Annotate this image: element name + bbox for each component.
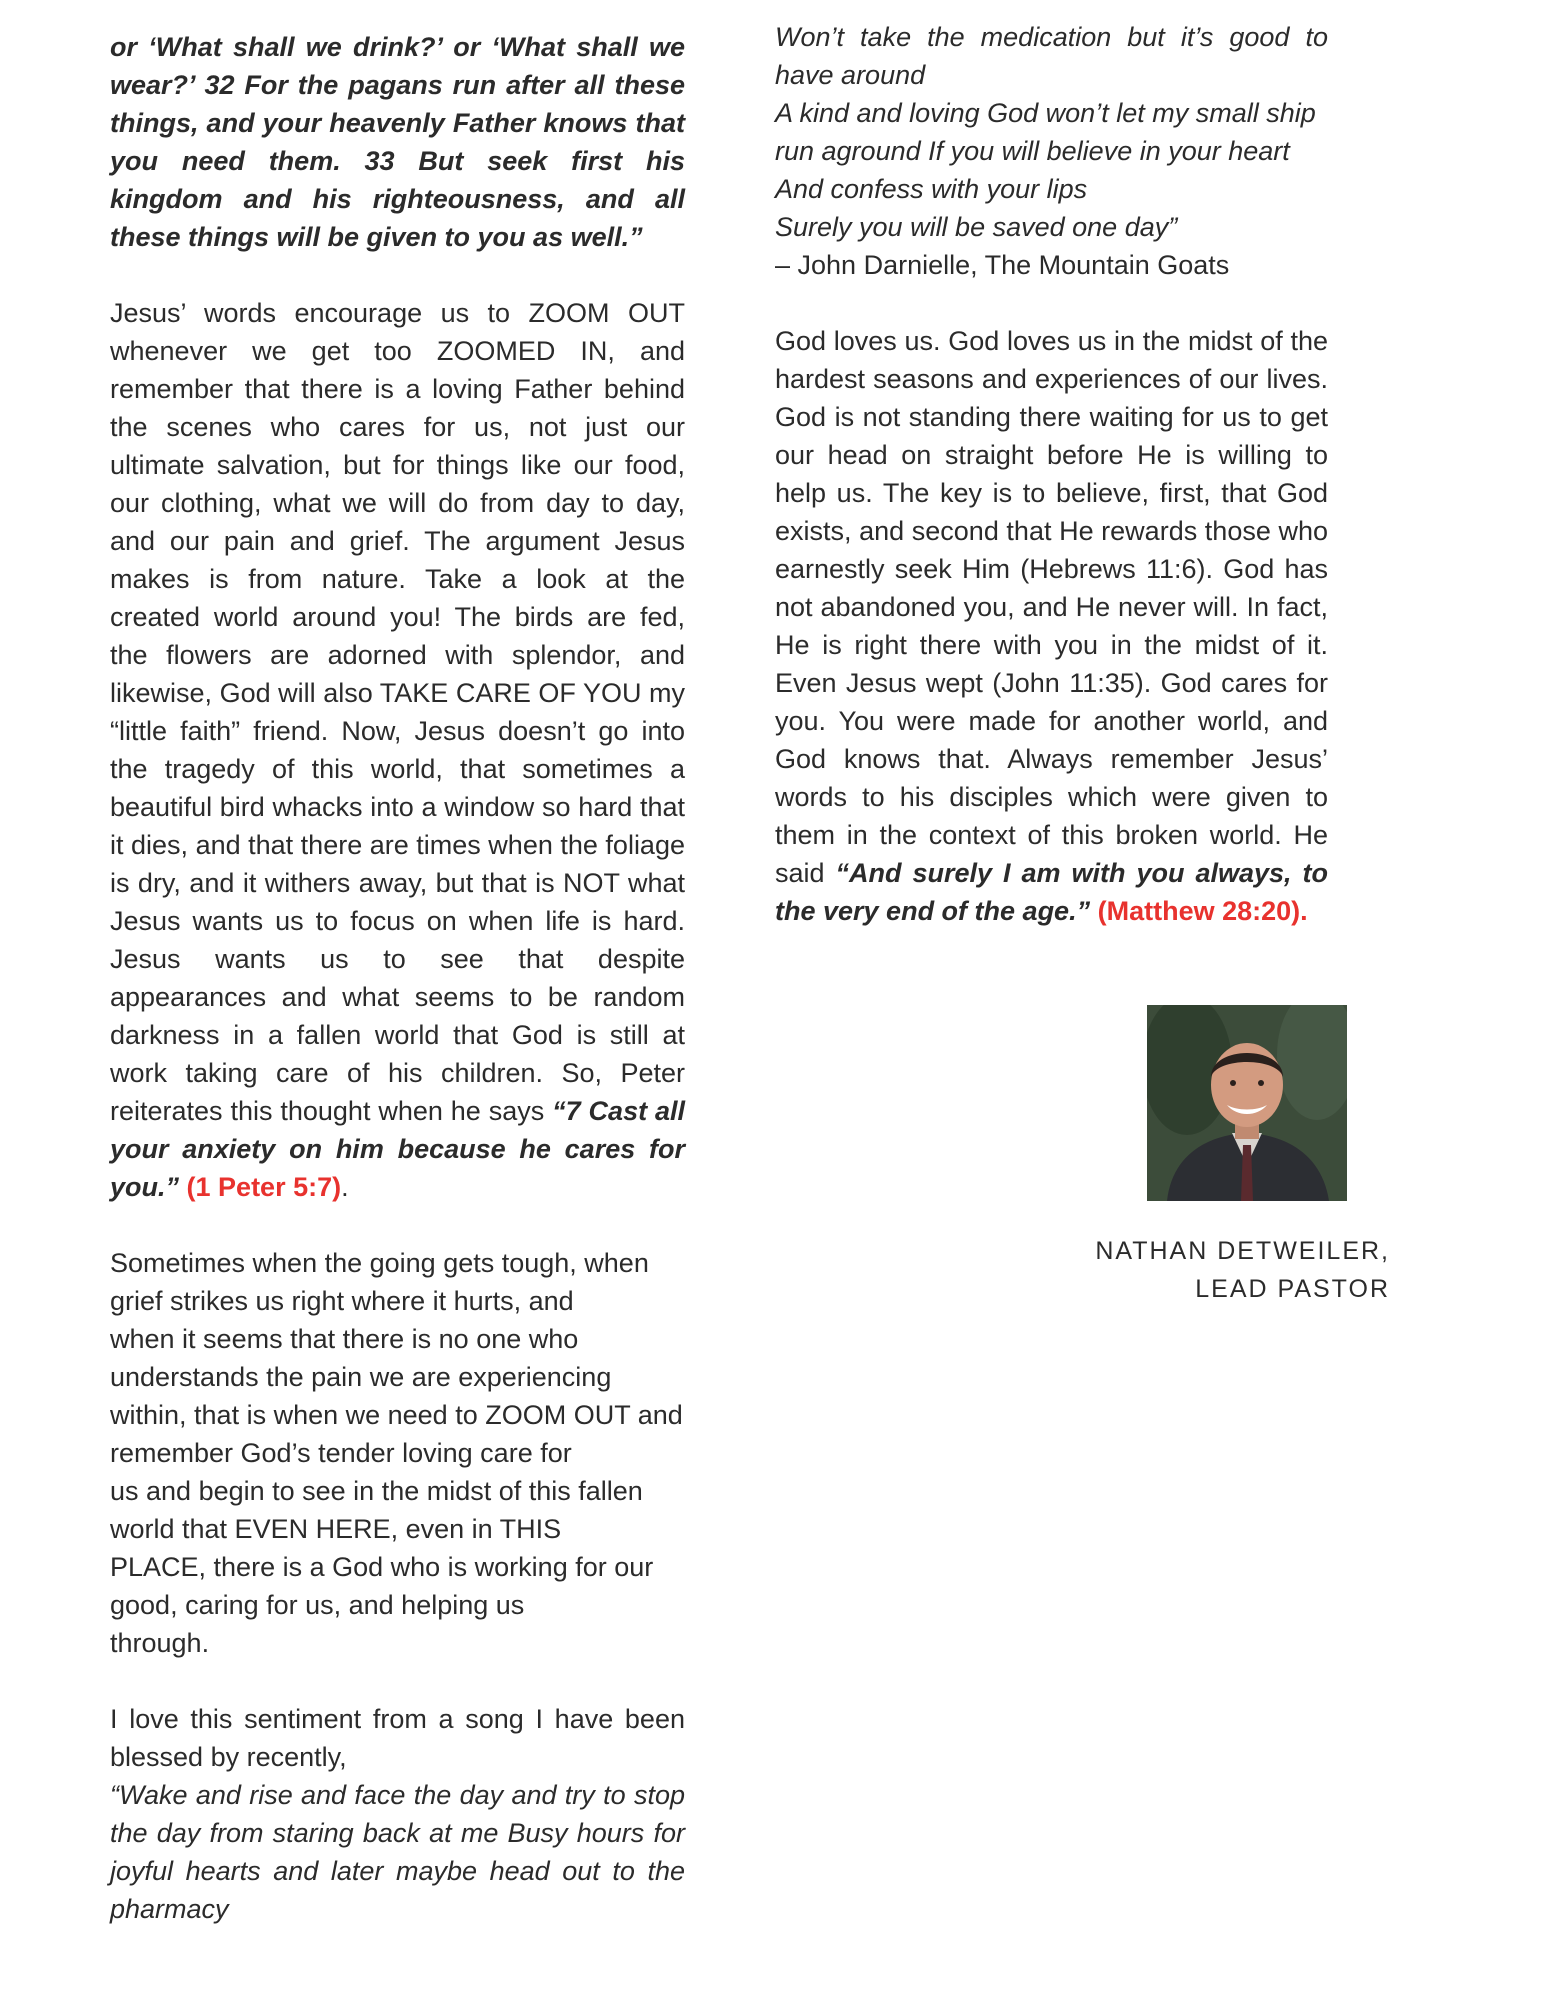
- song-lyrics-line: Surely you will be saved one day”: [775, 212, 1178, 242]
- text-line: understands the pain we are experiencing: [110, 1362, 612, 1392]
- song-lyrics-line: And confess with your lips: [775, 174, 1088, 204]
- song-lyrics-continued: Won’t take the medication but it’s good to have around: [775, 22, 1328, 90]
- right-column: [775, 18, 1328, 930]
- text-line: Sometimes when the going gets tough, when: [110, 1248, 649, 1278]
- song-lyrics: “Wake and rise and face the day and try to stop the day from staring back at me Busy hours for joyful hearts and later maybe head out to the pharmacy: [110, 1780, 685, 1924]
- matthew-quote: “And surely I am with you always, to the very end of the age.”: [775, 858, 1328, 926]
- author-caption: [1020, 1232, 1390, 1308]
- text-line: PLACE, there is a God who is working for our: [110, 1552, 654, 1582]
- peter-quote: “7 Cast all your anxiety on him because he cares for you.”: [110, 1096, 685, 1202]
- text-line: remember God’s tender loving care for: [110, 1438, 572, 1468]
- scripture-reference: (Matthew 28:20).: [1097, 896, 1308, 926]
- paragraph-text: God loves us. God loves us in the midst of the hardest seasons and experiences of our lives. God is not standing there waiting for us to get our head on straight before He is willing to help us. The key is to believe, first, that God exists, and second that He rewards those who earnestly seek Him (Hebrews 11:6). God has not abandoned you, and He never will. In fact, He is right there with you in the midst of it. Even Jesus wept (John 11:35). God cares for you. You were made for another world, and God knows that. Always remember Jesus’ words to his disciples which were given to them in the context of this broken world. He said: [775, 326, 1328, 888]
- left-column: [110, 28, 685, 1928]
- author-name: NATHAN DETWEILER,: [1095, 1237, 1390, 1265]
- paragraph-going-tough: [110, 1244, 685, 1662]
- paragraph-text: Jesus’ words encourage us to ZOOM OUT whenever we get too ZOOMED IN, and remember that there is a loving Father behind the scenes who cares for us, not just our ultimate salvation, but for things like our food, our clothing, what we will do from day to day, and our pain and grief. The argument Jesus makes is from nature. Take a look at the created world around you! The birds are fed, the flowers are adorned with splendor, and likewise, God will also TAKE CARE OF YOU my “little faith” friend. Now, Jesus doesn’t go into the tragedy of this world, that sometimes a beautiful bird whacks into a window so hard that it dies, and that there are times when the foliage is dry, and it withers away, but that is NOT what Jesus wants us to focus on when life is hard. Jesus wants us to see that despite appearances and what seems to be random darkness in a fallen world that God is still at work taking care of his children. So, Peter reiterates this thought when he says: [110, 298, 685, 1126]
- text-line: us and begin to see in the midst of this fallen: [110, 1476, 643, 1506]
- text-line: through.: [110, 1628, 210, 1658]
- paragraph-god-loves-us: [775, 322, 1328, 930]
- period: .: [341, 1172, 349, 1202]
- text-line: good, caring for us, and helping us: [110, 1590, 525, 1620]
- author-photo: [1147, 1005, 1347, 1201]
- song-attribution: – John Darnielle, The Mountain Goats: [775, 250, 1230, 280]
- paragraph-zoom-out: [110, 294, 685, 1206]
- song-intro: I love this sentiment from a song I have been blessed by recently,: [110, 1704, 685, 1772]
- text-line: within, that is when we need to ZOOM OUT and: [110, 1400, 683, 1430]
- text-line: world that EVEN HERE, even in THIS: [110, 1514, 562, 1544]
- song-lyrics-line: A kind and loving God won’t let my small ship run aground If you will believe in your heart: [775, 98, 1316, 166]
- scripture-quote: or ‘What shall we drink?’ or ‘What shall we wear?’ 32 For the pagans run after all these things, and your heavenly Father knows that you need them. 33 But seek first his kingdom and his righteousness, and all these things will be given to you as well.”: [110, 32, 685, 252]
- text-line: when it seems that there is no one who: [110, 1324, 579, 1354]
- text-line: grief strikes us right where it hurts, and: [110, 1286, 574, 1316]
- scripture-reference: (1 Peter 5:7): [186, 1172, 342, 1202]
- portrait-photo-icon: [1147, 1005, 1347, 1201]
- author-title: LEAD PASTOR: [1195, 1275, 1390, 1303]
